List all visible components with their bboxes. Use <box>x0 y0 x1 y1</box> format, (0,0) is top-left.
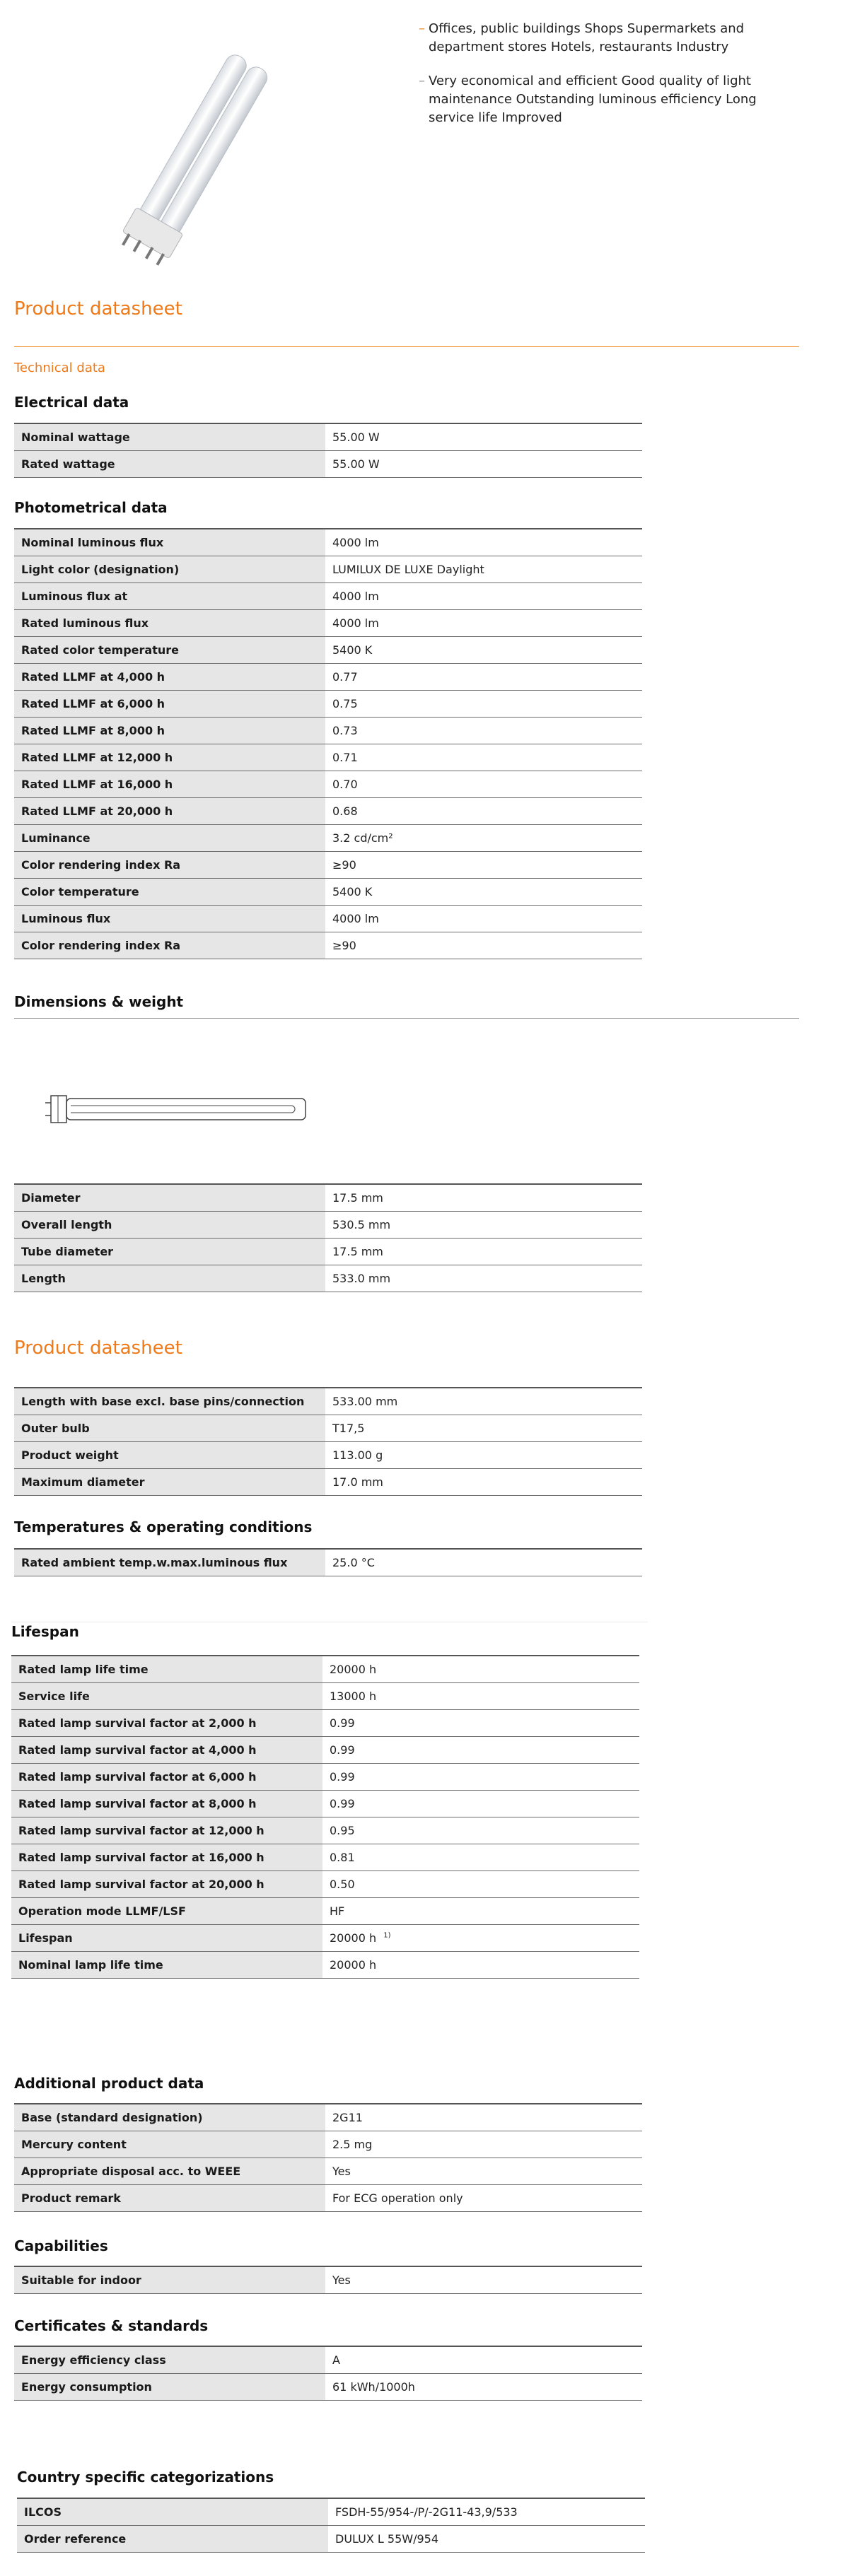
row-value: ≥90 <box>325 852 642 879</box>
table-row <box>14 583 642 610</box>
row-value: LUMILUX DE LUXE Daylight <box>325 556 642 583</box>
table-row <box>14 1442 642 1469</box>
table-row <box>14 771 642 798</box>
certificates-table <box>14 2346 642 2401</box>
lifespan-heading: Lifespan <box>11 1623 79 1640</box>
row-value: 0.75 <box>325 691 642 718</box>
page-title-2: Product datasheet <box>14 1337 182 1359</box>
row-label: Rated LLMF at 8,000 h <box>14 718 325 744</box>
dimension-drawing <box>42 1089 311 1131</box>
row-label: Rated lamp life time <box>11 1656 322 1683</box>
row-label: Rated lamp survival factor at 20,000 h <box>11 1871 322 1898</box>
table-row <box>11 1925 639 1952</box>
capabilities-table <box>14 2266 642 2294</box>
row-value: 20000 h $^{1)}$ <box>322 1925 639 1952</box>
table-row <box>14 744 642 771</box>
row-label: Appropriate disposal acc. to WEEE <box>14 2158 325 2185</box>
row-label: Lifespan <box>11 1925 322 1952</box>
table-row <box>14 932 642 959</box>
row-value: Yes <box>325 2158 642 2185</box>
table-row <box>14 1388 642 1415</box>
row-label: Tube diameter <box>14 1239 325 1265</box>
technical-data-label: Technical data <box>14 361 105 375</box>
row-label: Outer bulb <box>14 1415 325 1442</box>
row-value: 0.95 <box>322 1817 639 1844</box>
table-row <box>11 1764 639 1791</box>
table-row <box>17 2526 645 2553</box>
table-row <box>11 1952 639 1979</box>
row-label: Overall length <box>14 1212 325 1239</box>
country-heading: Country specific categorizations <box>17 2469 274 2486</box>
row-label: Service life <box>11 1683 322 1710</box>
row-value: A <box>325 2346 642 2374</box>
electrical-table <box>14 423 642 478</box>
row-label: Rated lamp survival factor at 8,000 h <box>11 1791 322 1817</box>
row-label: Base (standard designation) <box>14 2104 325 2131</box>
row-label: Length <box>14 1265 325 1292</box>
table-row <box>14 906 642 932</box>
row-value: 0.70 <box>325 771 642 798</box>
application-areas: – Offices, public buildings Shops Supermarkets and department stores Hotels, restaurants Industry <box>419 20 758 57</box>
row-value: 17.5 mm <box>325 1239 642 1265</box>
table-row <box>14 2104 642 2131</box>
row-label: Color rendering index Ra <box>14 852 325 879</box>
row-value: 533.0 mm <box>325 1265 642 1292</box>
row-value: 0.81 <box>322 1844 639 1871</box>
row-value: 0.73 <box>325 718 642 744</box>
row-label: Mercury content <box>14 2131 325 2158</box>
table-row <box>14 637 642 664</box>
dimensions-heading: Dimensions & weight <box>14 993 184 1010</box>
row-label: Luminous flux <box>14 906 325 932</box>
row-value: 530.5 mm <box>325 1212 642 1239</box>
product-benefits: – Very economical and efficient Good quality of light maintenance Outstanding luminous efficiency Long service life Improved <box>419 72 758 127</box>
page-title: Product datasheet <box>14 298 182 320</box>
table-row <box>14 423 642 451</box>
table-row <box>14 451 642 478</box>
table-row <box>11 1844 639 1871</box>
row-label: Energy efficiency class <box>14 2346 325 2374</box>
row-value: 0.68 <box>325 798 642 825</box>
additional-table <box>14 2103 642 2212</box>
table-row <box>14 798 642 825</box>
row-label: Rated LLMF at 12,000 h <box>14 744 325 771</box>
dimensions-table <box>14 1183 642 1292</box>
additional-heading: Additional product data <box>14 2075 204 2092</box>
table-row <box>14 2374 642 2401</box>
row-value: 4000 lm <box>325 610 642 637</box>
row-label: Nominal lamp life time <box>11 1952 322 1979</box>
table-row <box>14 2266 642 2294</box>
photometrical-table <box>14 528 642 959</box>
row-label: Rated lamp survival factor at 16,000 h <box>11 1844 322 1871</box>
table-row <box>11 1710 639 1737</box>
table-row <box>14 825 642 852</box>
row-label: Rated LLMF at 6,000 h <box>14 691 325 718</box>
table-row <box>11 1737 639 1764</box>
row-value: 5400 K <box>325 879 642 906</box>
row-label: Rated lamp survival factor at 4,000 h <box>11 1737 322 1764</box>
row-value: 0.50 <box>322 1871 639 1898</box>
table-row <box>11 1871 639 1898</box>
row-value: 0.71 <box>325 744 642 771</box>
row-label: Product weight <box>14 1442 325 1469</box>
table-row <box>11 1817 639 1844</box>
table-row <box>14 1469 642 1496</box>
lifespan-table <box>11 1655 639 1979</box>
row-value: 0.99 <box>322 1737 639 1764</box>
row-value: 17.5 mm <box>325 1184 642 1212</box>
row-value: 13000 h <box>322 1683 639 1710</box>
table-row <box>17 2498 645 2526</box>
row-label: Order reference <box>17 2526 328 2553</box>
row-value: 4000 lm <box>325 906 642 932</box>
row-value: 0.77 <box>325 664 642 691</box>
row-label: Color temperature <box>14 879 325 906</box>
row-value: For ECG operation only <box>325 2185 642 2212</box>
table-row <box>14 2158 642 2185</box>
temperatures-table <box>14 1548 642 1576</box>
row-value: 25.0 °C <box>325 1549 642 1576</box>
row-value: 5400 K <box>325 637 642 664</box>
row-value: Yes <box>325 2266 642 2294</box>
table-row <box>14 879 642 906</box>
photometrical-heading: Photometrical data <box>14 499 168 516</box>
row-label: Diameter <box>14 1184 325 1212</box>
table-row <box>14 1415 642 1442</box>
row-label: ILCOS <box>17 2498 328 2526</box>
electrical-heading: Electrical data <box>14 394 129 411</box>
row-label: Luminance <box>14 825 325 852</box>
table-row <box>14 1212 642 1239</box>
row-label: Rated ambient temp.w.max.luminous flux <box>14 1549 325 1576</box>
row-value: 0.99 <box>322 1764 639 1791</box>
application-bullets <box>419 20 758 143</box>
row-value: T17,5 <box>325 1415 642 1442</box>
table-row <box>14 610 642 637</box>
row-value: 20000 h <box>322 1656 639 1683</box>
row-label: Light color (designation) <box>14 556 325 583</box>
row-value: 2.5 mg <box>325 2131 642 2158</box>
row-label: Luminous flux at <box>14 583 325 610</box>
row-value: DULUX L 55W/954 <box>328 2526 645 2553</box>
row-value: 2G11 <box>325 2104 642 2131</box>
row-label: Operation mode LLMF/LSF <box>11 1898 322 1925</box>
table-row <box>14 664 642 691</box>
row-value: 113.00 g <box>325 1442 642 1469</box>
table-row <box>14 1239 642 1265</box>
footnote-marker: 1) <box>383 1931 391 1940</box>
row-value: 55.00 W <box>325 451 642 478</box>
lamp-product-image <box>106 47 276 287</box>
capabilities-heading: Capabilities <box>14 2237 108 2254</box>
table-row <box>14 2346 642 2374</box>
row-value: HF <box>322 1898 639 1925</box>
row-value: 55.00 W <box>325 423 642 451</box>
temperatures-heading: Temperatures & operating conditions <box>14 1518 313 1535</box>
table-row <box>14 1184 642 1212</box>
row-value: 0.99 <box>322 1791 639 1817</box>
row-value: FSDH-55/954-/P/-2G11-43,9/533 <box>328 2498 645 2526</box>
table-row <box>14 1265 642 1292</box>
row-value: 17.0 mm <box>325 1469 642 1496</box>
row-value: 4000 lm <box>325 583 642 610</box>
table-row <box>11 1656 639 1683</box>
row-label: Color rendering index Ra <box>14 932 325 959</box>
row-value: ≥90 <box>325 932 642 959</box>
row-label: Maximum diameter <box>14 1469 325 1496</box>
table-row <box>14 691 642 718</box>
row-label: Rated LLMF at 16,000 h <box>14 771 325 798</box>
row-value: 61 kWh/1000h <box>325 2374 642 2401</box>
title-divider <box>14 346 799 347</box>
row-label: Rated color temperature <box>14 637 325 664</box>
row-label: Nominal luminous flux <box>14 529 325 556</box>
table-row <box>11 1683 639 1710</box>
row-label: Rated LLMF at 4,000 h <box>14 664 325 691</box>
row-label: Product remark <box>14 2185 325 2212</box>
table-row <box>14 718 642 744</box>
table-row <box>11 1898 639 1925</box>
table-row <box>14 2185 642 2212</box>
row-label: Rated lamp survival factor at 6,000 h <box>11 1764 322 1791</box>
certificates-heading: Certificates & standards <box>14 2317 209 2334</box>
table-row <box>14 852 642 879</box>
table-row <box>14 1549 642 1576</box>
row-value: 533.00 mm <box>325 1388 642 1415</box>
row-value: 4000 lm <box>325 529 642 556</box>
row-value: 3.2 cd/cm² <box>325 825 642 852</box>
row-label: Suitable for indoor <box>14 2266 325 2294</box>
row-label: Nominal wattage <box>14 423 325 451</box>
row-label: Energy consumption <box>14 2374 325 2401</box>
table-row <box>14 2131 642 2158</box>
row-label: Rated LLMF at 20,000 h <box>14 798 325 825</box>
row-label: Rated wattage <box>14 451 325 478</box>
country-table <box>17 2498 645 2553</box>
row-value: 0.99 <box>322 1710 639 1737</box>
row-value: 20000 h <box>322 1952 639 1979</box>
row-label: Rated lamp survival factor at 12,000 h <box>11 1817 322 1844</box>
row-label: Rated luminous flux <box>14 610 325 637</box>
table-row <box>14 529 642 556</box>
dimensions-divider <box>14 1018 799 1019</box>
dimensions-table-2 <box>14 1387 642 1496</box>
row-label: Length with base excl. base pins/connection <box>14 1388 325 1415</box>
row-label: Rated lamp survival factor at 2,000 h <box>11 1710 322 1737</box>
table-row <box>11 1791 639 1817</box>
table-row <box>14 556 642 583</box>
